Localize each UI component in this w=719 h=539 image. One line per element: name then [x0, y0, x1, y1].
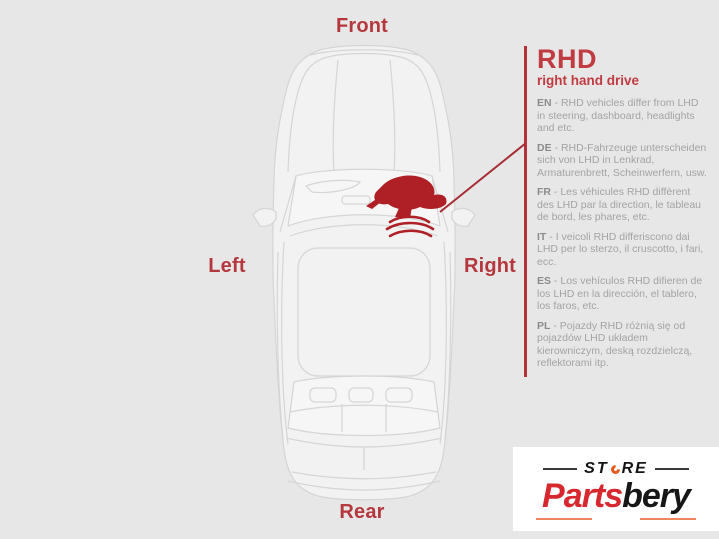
lang-code: FR [537, 186, 551, 198]
store-line-left [543, 468, 577, 470]
lang-code: ES [537, 275, 552, 287]
lang-text: RHD-Fahrzeuge unterscheiden sich von LHD in Lenkrad, Armaturenbrett, Scheinwerfern, usw. [537, 141, 707, 179]
car-top-view-diagram [250, 40, 478, 502]
store-o-ring-icon [609, 463, 622, 476]
rear-label: Rear [339, 501, 385, 523]
lang-code: DE [537, 141, 552, 154]
rhd-info-panel [524, 46, 714, 377]
left-label: Left [208, 255, 246, 277]
lang-entry-de [537, 142, 709, 180]
separator: - [546, 230, 556, 243]
front-label: Front [335, 15, 389, 37]
store-text-right: RE [621, 460, 648, 478]
separator: - [550, 319, 560, 332]
lang-entry-it [537, 231, 709, 269]
lang-text: Les véhicules RHD diffèrent des LHD par la direction, le tableau de bord, les phares, etc. [537, 186, 702, 223]
right-label: Right [463, 255, 517, 277]
lang-entry-fr [537, 186, 709, 224]
lang-text: Los vehículos RHD difieren de los LHD en la dirección, el tablero, los faros, etc. [537, 275, 703, 312]
store-wordmark [584, 460, 648, 478]
brand-parts: Parts [542, 477, 623, 516]
side-mirror-left [253, 208, 276, 226]
lang-text: Pojazdy RHD różnią się od pojazdów LHD układem kierowniczym, deską rozdzielczą, reflektorami itp. [537, 319, 693, 369]
lang-entry-es [537, 275, 709, 313]
lang-text: I veicoli RHD differiscono dai LHD per lo sterzo, il cruscotto, i fari, ecc. [537, 230, 704, 268]
logo-underline-dashes [536, 518, 696, 520]
lang-entry-en [537, 97, 709, 135]
store-row [543, 460, 689, 478]
leader-line [428, 136, 530, 220]
orange-dash-right [640, 518, 696, 520]
lang-code: EN [537, 97, 552, 109]
store-line-right [655, 468, 689, 470]
brand-bery: bery [622, 477, 690, 516]
lang-code: IT [537, 230, 547, 243]
brand-wordmark [542, 479, 690, 515]
panel-title: RHD [537, 44, 597, 74]
lang-code: PL [537, 319, 551, 332]
lang-text: RHD vehicles differ from LHD in steering, dashboard, headlights and etc. [537, 97, 699, 134]
separator: - [551, 186, 561, 198]
panel-subtitle: right hand drive [537, 73, 640, 88]
separator: - [551, 97, 561, 109]
store-text-left: ST [584, 460, 609, 478]
separator: - [551, 141, 561, 154]
partsbery-logo [513, 447, 719, 531]
orange-dash-left [536, 518, 592, 520]
lang-entry-pl [537, 320, 709, 370]
separator: - [551, 275, 561, 287]
